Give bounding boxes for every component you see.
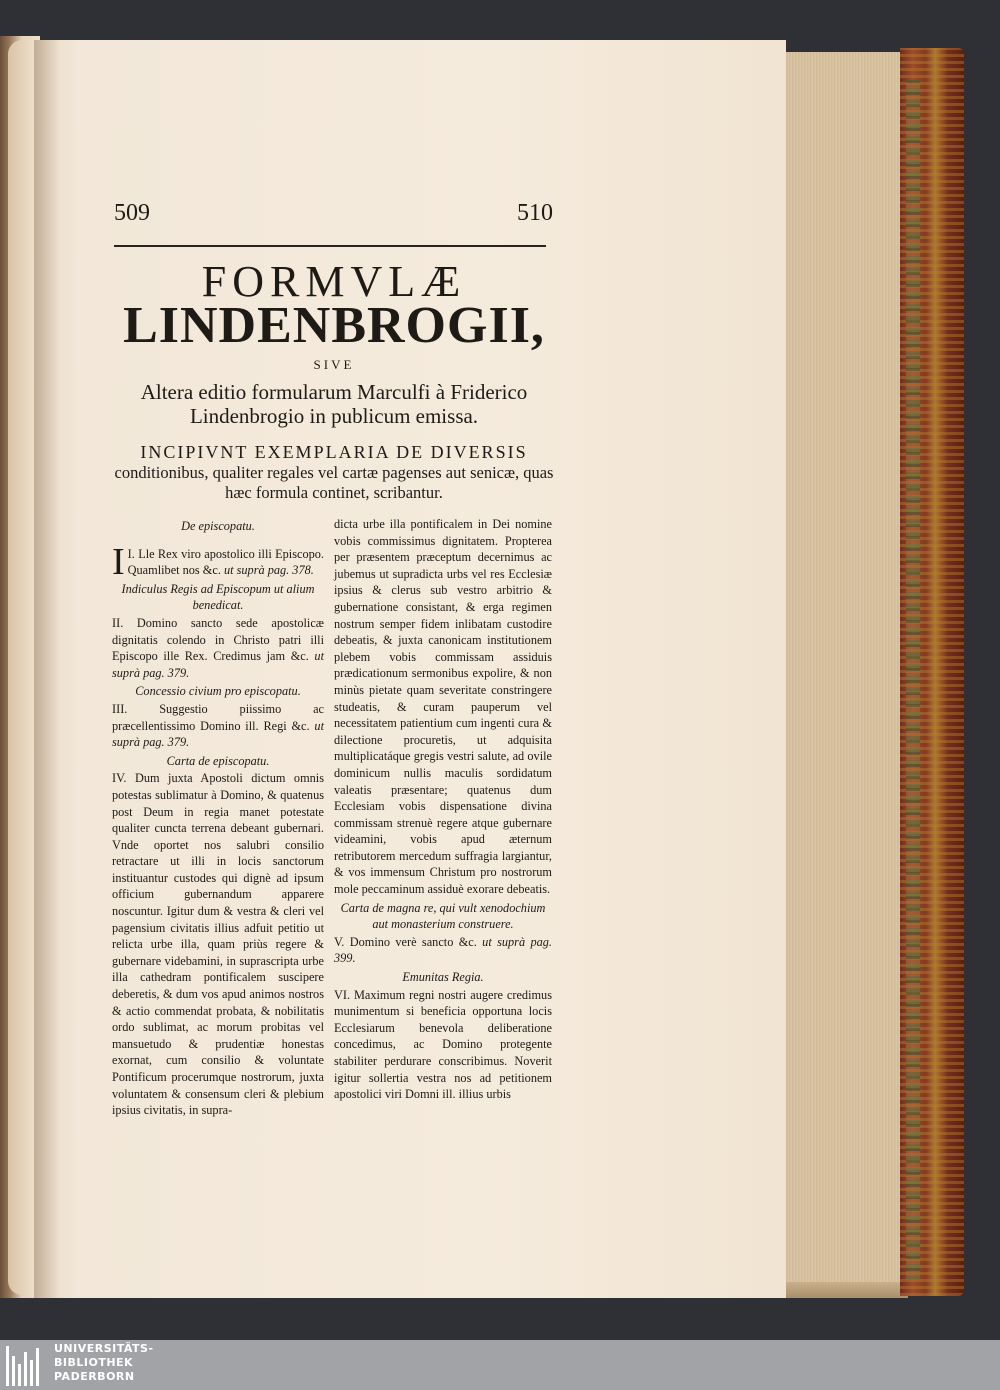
header-rule — [114, 245, 546, 247]
title-line-1: FORMVLÆ — [201, 257, 467, 306]
item-3-text: III. Suggestio piissimo ac præcellentissimo Domino ill. Regi &c. — [112, 701, 324, 733]
title-line-2: LINDENBROGII, — [123, 297, 545, 354]
drop-cap: I — [112, 540, 125, 583]
library-logo-icon — [6, 1344, 46, 1386]
library-name-line-3: PADERBORN — [54, 1370, 135, 1383]
section-heading-5: Carta de magna re, qui vult xenodochium aut monasterium construere. — [340, 900, 546, 932]
page-number-right: 510 — [517, 200, 553, 226]
title-sive: SIVE — [313, 357, 355, 372]
item-3-ref: ut suprà pag. 379. — [112, 718, 324, 750]
incipit-caps: INCIPIVNT EXEMPLARIA DE DIVERSIS — [140, 442, 528, 462]
item-1 — [112, 540, 324, 583]
item-1-ref: ut suprà pag. 378. — [223, 563, 314, 578]
page-block-edges — [778, 52, 906, 1292]
right-column — [334, 516, 552, 1103]
item-1-number: I. — [127, 546, 135, 561]
gutter-shadow — [34, 40, 60, 1298]
incipit-heading — [112, 442, 556, 503]
section-heading-3: Concessio civium pro episcopatu. — [135, 684, 301, 699]
item-5-ref: ut suprà pag. 399. — [334, 934, 552, 966]
library-name — [54, 1342, 154, 1384]
page-number-left: 509 — [114, 200, 150, 226]
right-paragraph-1: dicta urbe illa pontificalem in Dei nomine vobis commissimus dignitatem. Propterea per præsentem præceptum decernimus ac jubemus ut supradicta urbs vel res Ecclesiæ ipsius & clerus sub vestro arbitrio & gubernatione consistant, & erga regimen nostrum semper fidem inlibatam custodire debeatis, & juxta canonicam institutionem plebem vobis commissam assiduis prædicationum sermonibus expolire, & non minùs pietate quam severitate constringere studeatis, & curam pauperum vel necessitatem patientium cum ingenti cura & dilectione procuretis, ut adquisita multiplicatáque gregis vestri salute, ad ovile dominicum nullis maculis sordidatum valeatis præsentare; quatenus dum Ecclesiam vobis dispensatione divina commissam strenuè regere atque gubernare videamini, vobis apud æternum retributorem mercedum suffragia largiantur, & vos immensum Christum pro nostrorum mole peccaminum assiduè exorare debeatis. — [334, 517, 552, 897]
item-4-text: IV. Dum juxta Apostoli dictum omnis potestas sublimatur à Domino, & quatenus post Deum in regia manet potestate qualiter cuncta terrena debeant gubernari. Vnde oportet nos salubri consilio retractare ut illi in locis sanctorum instituantur custodes qui dignè ad ipsum officium gubernandum apparere noscuntur. Igitur dum & vestra & cleri vel pagensium civitatis illius adfuit petitio ut relicta urbe illa, quam priùs regere & gubernare videbamini, in suprascripta urbe illa cathedram pontificalem suscipere deberetis, & dum vos apud animos nostros & actio commendat probata, & nobilitatis ordo sublimat, ac morum probitas vel mansuetudo & prudentiæ honestas exornat, cum consilio & voluntate Pontificum procerumque nostrorum, juxta voluntatem & consensum cleri & plebium ipsius civitatis, in supra- — [112, 771, 324, 1118]
page-block-bottom — [778, 1282, 908, 1298]
library-name-line-1: UNIVERSITÄTS- — [54, 1342, 154, 1355]
item-2-text: II. Domino sancto sede apostolicæ dignitatis colendo in Christo patri illi Episcopo ille Rex. Credimus jam &c. — [112, 615, 324, 664]
section-heading-4: Carta de episcopatu. — [166, 753, 270, 768]
cover-gilt-decoration — [906, 80, 920, 1280]
subtitle: Altera editio formularum Marculfi à Friderico Lindenbrogio in publicum emissa. — [140, 380, 528, 428]
library-footer-bar — [0, 1340, 1000, 1390]
item-2-ref: ut suprà pag. 379. — [112, 649, 324, 680]
item-6-text: VI. Maximum regni nostri augere credimus munimentum si beneficia opportuna locis Ecclesiarum benevola deliberatione concedimus, ac Domino protegente stabiliter perdurare conscribimus. Noverit igitur sollertia vestra nos ad petitionem apostolici viri Domni ill. illius urbis — [334, 987, 552, 1102]
incipit-rest: conditionibus, qualiter regales vel cartæ pagenses aut senicæ, quas hæc formula continet, scribantur. — [114, 463, 554, 502]
left-column — [112, 516, 324, 1119]
section-heading: De episcopatu. — [181, 519, 255, 533]
item-3 — [112, 701, 324, 751]
section-heading-2: Indiculus Regis ad Episcopum ut alium benedicat. — [121, 581, 315, 613]
library-name-line-2: BIBLIOTHEK — [54, 1356, 134, 1369]
item-5-text: V. Domino verè sancto &c. — [334, 934, 477, 949]
item-5 — [334, 934, 552, 967]
section-heading-6: Emunitas Regia. — [402, 970, 484, 985]
item-2 — [112, 615, 324, 681]
item-1-text: Lle Rex viro apostolico illi Episcopo. Quamlibet nos &c. — [127, 546, 324, 578]
